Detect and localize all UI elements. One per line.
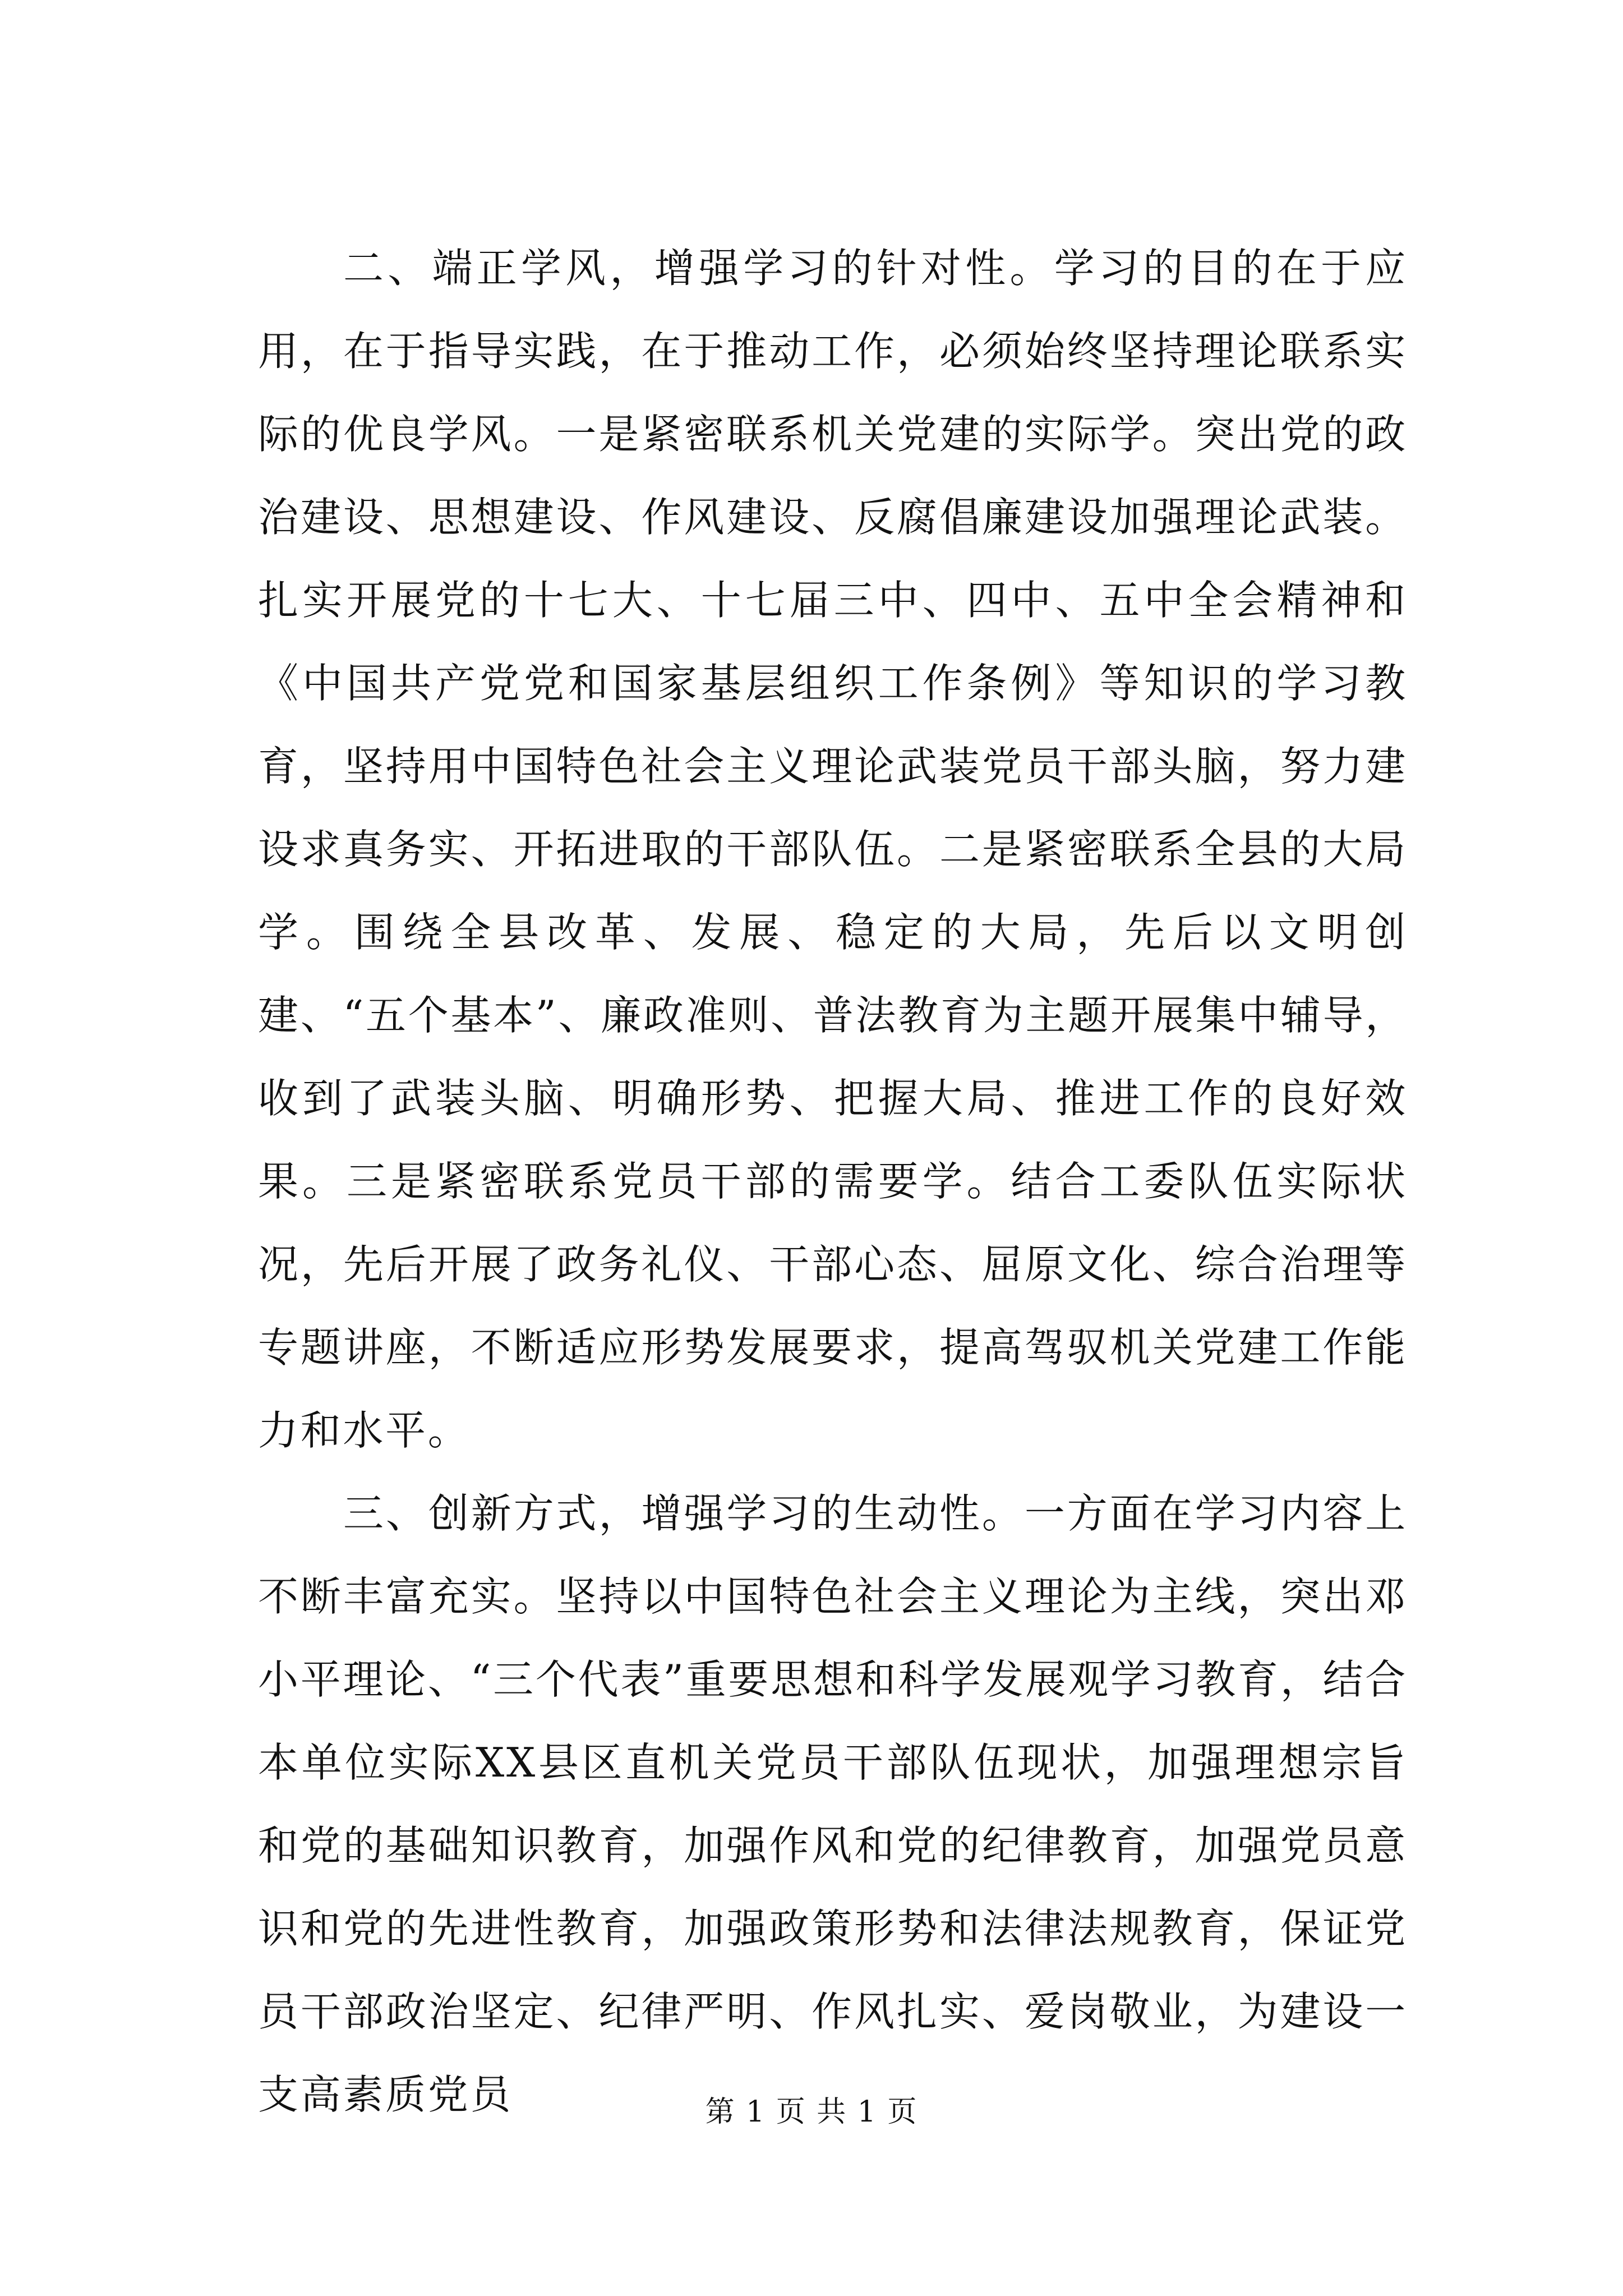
document-body <box>258 227 1408 2136</box>
page-footer: 第 1 页 共 1 页 <box>705 2095 918 2129</box>
paragraph-innovation-methods: 三、创新方式，增强学习的生动性。一方面在学习内容上不断丰富充实。坚持以中国特色社会主义理论为主线，突出邓小平理论、“三个代表”重要思想和科学发展观学习教育，结合本单位实际XX县区直机关党员干部队伍现状，加强理想宗旨和党的基础知识教育，加强作风和党的纪律教育，加强党员意识和党的先进性教育，加强政策形势和法律法规教育，保证党员干部政治坚定、纪律严明、作风扎实、爱岗敬业，为建设一支高素质党员 <box>258 1490 1408 2118</box>
paragraph-study-style: 二、端正学风，增强学习的针对性。学习的目的在于应用，在于指导实践，在于推动工作，必须始终坚持理论联系实际的优良学风。一是紧密联系机关党建的实际学。突出党的政治建设、思想建设、作风建设、反腐倡廉建设加强理论武装。扎实开展党的十七大、十七届三中、四中、五中全会精神和《中国共产党党和国家基层组织工作条例》等知识的学习教育，坚持用中国特色社会主义理论武装党员干部头脑，努力建设求真务实、开拓进取的干部队伍。二是紧密联系全县的大局学。围绕全县改革、发展、稳定的大局，先后以文明创建、“五个基本”、廉政准则、普法教育为主题开展集中辅导，收到了武装头脑、明确形势、把握大局、推进工作的良好效果。三是紧密联系党员干部的需要学。结合工委队伍实际状况，先后开展了政务礼仪、干部心态、屈原文化、综合治理等专题讲座，不断适应形势发展要求，提高驾驭机关党建工作能力和水平。 <box>258 245 1408 1454</box>
